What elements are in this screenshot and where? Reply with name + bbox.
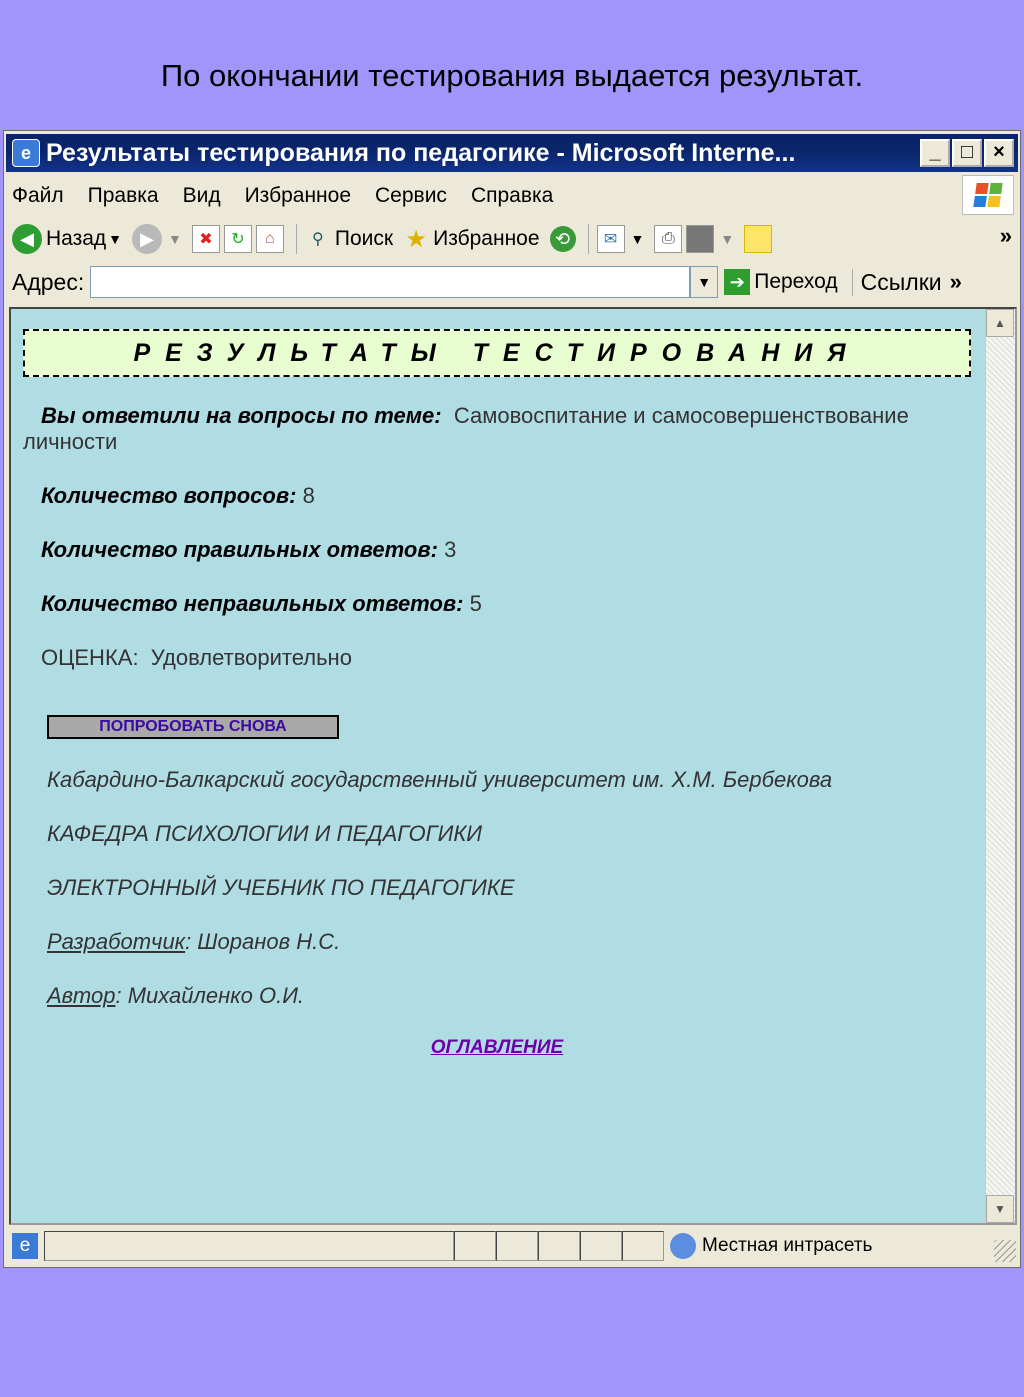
note-icon[interactable]	[744, 225, 772, 253]
status-cell	[580, 1231, 622, 1261]
chevron-down-icon: ▼	[630, 231, 645, 247]
page-status-icon: e	[12, 1233, 38, 1259]
forward-arrow-icon: ▶	[132, 224, 162, 254]
wrong-label: Количество неправильных ответов:	[41, 591, 464, 616]
menu-edit[interactable]: Правка	[87, 184, 159, 207]
minimize-button[interactable]: _	[920, 139, 950, 167]
print-icon[interactable]: ⎙	[654, 225, 682, 253]
refresh-icon[interactable]: ↻	[224, 225, 252, 253]
back-label: Назад	[46, 227, 107, 250]
mail-icon: ✉	[597, 225, 625, 253]
topic-value: Самовоспитание и самосовершенствование личности	[23, 403, 909, 454]
questions-value: 8	[302, 483, 315, 508]
correct-label: Количество правильных ответов:	[41, 537, 438, 562]
toolbar-more-button[interactable]: »	[999, 223, 1012, 248]
status-bar	[6, 1228, 1018, 1264]
zone-label: Местная интрасеть	[702, 1235, 873, 1256]
topic-label: Вы ответили на вопросы по теме:	[41, 403, 442, 428]
search-button[interactable]	[305, 226, 393, 252]
developer-link[interactable]: Разработчик	[47, 929, 186, 954]
intranet-zone-icon	[670, 1233, 696, 1259]
windows-logo-icon	[962, 175, 1014, 215]
star-icon: ★	[405, 225, 427, 253]
menu-help[interactable]: Справка	[470, 184, 554, 207]
home-icon[interactable]: ⌂	[256, 225, 284, 253]
history-icon[interactable]: ⟲	[550, 226, 576, 252]
page-viewport	[9, 307, 1017, 1225]
resize-grip-icon[interactable]	[994, 1240, 1016, 1262]
grade-label: ОЦЕНКА:	[41, 645, 139, 670]
favorites-label: Избранное	[433, 227, 540, 250]
edit-button[interactable]	[686, 225, 734, 253]
window-title: Результаты тестирования по педагогике - Microsoft Interne...	[46, 138, 796, 167]
mail-button[interactable]	[597, 225, 645, 253]
status-cell	[622, 1231, 664, 1261]
developer-line	[23, 929, 971, 955]
author-line	[23, 983, 971, 1009]
menu-file[interactable]: Файл	[12, 184, 64, 207]
wrong-line	[23, 591, 971, 617]
address-bar	[12, 263, 1014, 301]
questions-line	[23, 483, 971, 509]
browser-window	[3, 130, 1021, 1268]
toolbar	[12, 219, 1012, 259]
grade-value: Удовлетворительно	[150, 645, 352, 670]
author-value: : Михайленко О.И.	[115, 983, 305, 1008]
author-link[interactable]: Автор	[47, 983, 116, 1008]
stop-icon[interactable]: ✖	[192, 225, 220, 253]
menu-favorites[interactable]: Избранное	[244, 184, 352, 207]
links-button[interactable]: Ссылки	[852, 269, 942, 296]
scroll-up-button[interactable]: ▲	[986, 309, 1014, 337]
chevron-down-icon: ▼	[108, 231, 123, 247]
status-cell	[496, 1231, 538, 1261]
edit-icon: ■	[686, 225, 714, 253]
grade-line	[23, 645, 971, 671]
status-cell	[538, 1231, 580, 1261]
vertical-scrollbar[interactable]	[985, 309, 1015, 1223]
address-label: Адрес:	[12, 268, 85, 295]
go-button[interactable]: Переход	[754, 270, 838, 293]
links-more-button[interactable]: »	[949, 269, 962, 294]
correct-line	[23, 537, 971, 563]
scroll-down-button[interactable]: ▼	[986, 1195, 1014, 1223]
slide-caption: По окончании тестирования выдается результат.	[160, 58, 864, 93]
developer-value: : Шоранов Н.С.	[185, 929, 341, 954]
toc-link[interactable]: ОГЛАВЛЕНИЕ	[430, 1037, 564, 1058]
back-arrow-icon: ◀	[12, 224, 42, 254]
toolbar-separator	[296, 224, 297, 254]
department-text: КАФЕДРА ПСИХОЛОГИИ И ПЕДАГОГИКИ	[47, 821, 483, 846]
wrong-value: 5	[469, 591, 482, 616]
menu-bar	[12, 179, 577, 213]
close-button[interactable]: ×	[984, 139, 1014, 167]
title-bar[interactable]	[6, 134, 1018, 172]
university-text: Кабардино-Балкарский государственный университет им. Х.М. Бербекова	[47, 767, 833, 792]
go-arrow-icon[interactable]: ➔	[724, 269, 750, 295]
retry-button[interactable]: ПОПРОБОВАТЬ СНОВА	[47, 715, 339, 739]
status-text-cell	[44, 1231, 454, 1261]
favorites-button[interactable]	[403, 226, 539, 252]
address-dropdown-button[interactable]: ▼	[690, 266, 718, 298]
back-button[interactable]	[12, 224, 122, 254]
page-content	[23, 329, 971, 1059]
chevron-down-icon: ▼	[168, 231, 182, 247]
menu-tools[interactable]: Сервис	[375, 184, 447, 207]
textbook-text: ЭЛЕКТРОННЫЙ УЧЕБНИК ПО ПЕДАГОГИКЕ	[47, 875, 515, 900]
ie-icon: e	[12, 139, 40, 167]
forward-button[interactable]	[132, 224, 182, 254]
toolbar-separator	[588, 224, 589, 254]
correct-value: 3	[444, 537, 457, 562]
search-icon: ⚲	[312, 231, 324, 248]
search-label: Поиск	[334, 227, 394, 250]
maximize-button[interactable]: □	[952, 139, 982, 167]
chevron-down-icon: ▼	[720, 231, 735, 247]
questions-label: Количество вопросов:	[41, 483, 297, 508]
topic-line	[23, 403, 971, 455]
menu-view[interactable]: Вид	[182, 184, 221, 207]
status-cell	[454, 1231, 496, 1261]
page-heading: РЕЗУЛЬТАТЫ ТЕСТИРОВАНИЯ	[23, 329, 971, 377]
address-input[interactable]	[90, 266, 690, 298]
